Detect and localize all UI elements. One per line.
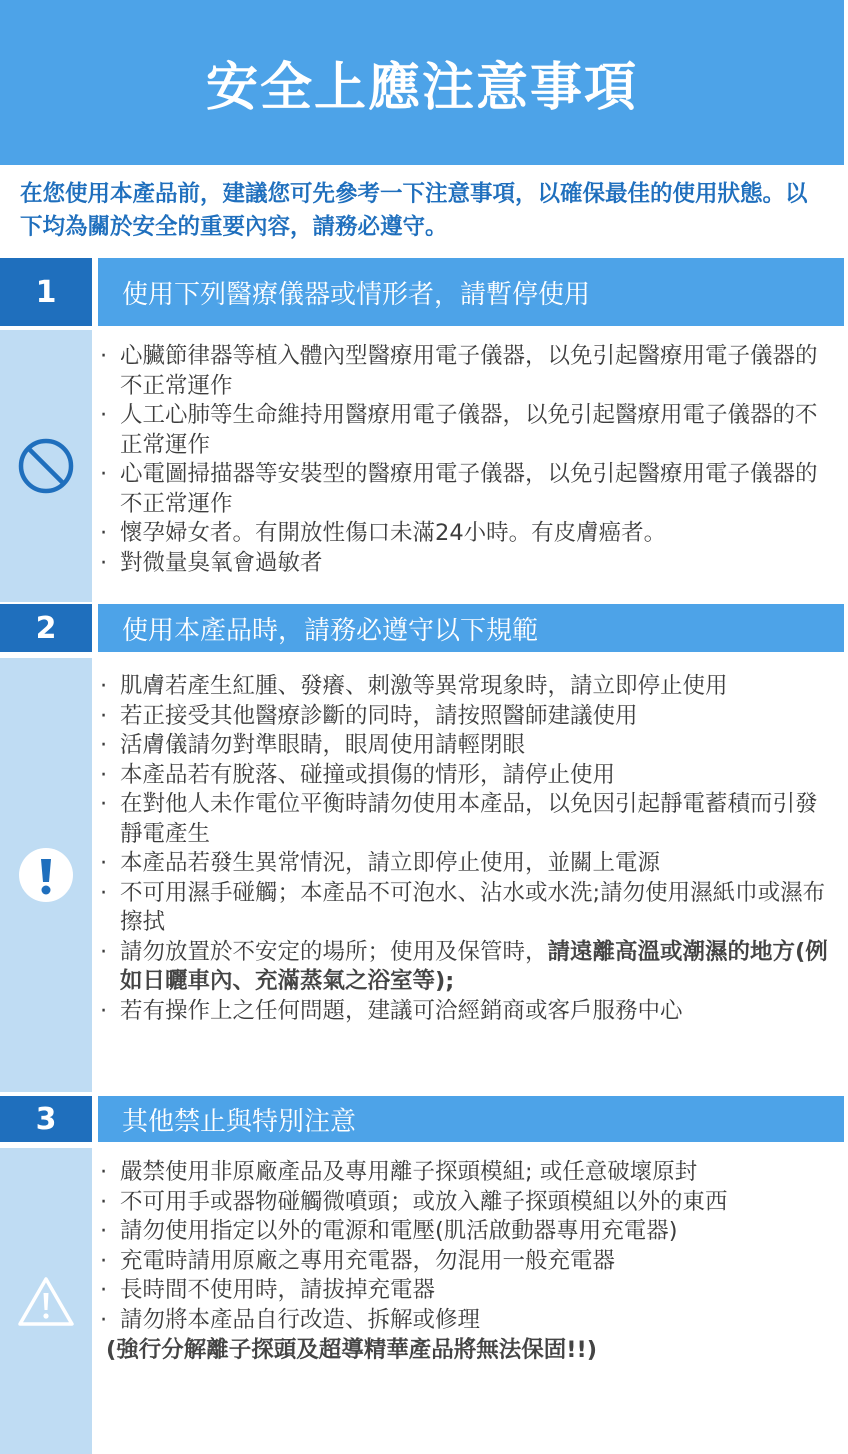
section-number: 2 — [0, 604, 92, 652]
list-item: · 心臟節律器等植入體內型醫療用電子儀器，以免引起醫療用電子儀器的不正常運作 — [100, 342, 838, 401]
section-title: 使用本產品時，請務必遵守以下規範 — [98, 604, 844, 652]
item-text: 請勿放置於不安定的場所；使用及保管時， — [120, 938, 548, 965]
list-item: · 若正接受其他醫療診斷的同時，請按照醫師建議使用 — [100, 702, 838, 732]
list-item: · 嚴禁使用非原廠產品及專用離子探頭模組; 或任意破壞原封 — [100, 1158, 838, 1188]
list-item: · 心電圖掃描器等安裝型的醫療用電子儀器，以免引起醫療用電子儀器的不正常運作 — [100, 460, 838, 519]
section-title: 使用下列醫療儀器或情形者，請暫停使用 — [98, 258, 844, 326]
list-item — [100, 938, 838, 997]
page-header — [0, 0, 844, 165]
list-item: · 充電時請用原廠之專用充電器，勿混用一般充電器 — [100, 1247, 838, 1277]
list-item: · 長時間不使用時，請拔掉充電器 — [100, 1276, 838, 1306]
list-item: · 在對他人未作電位平衡時請勿使用本產品，以免因引起靜電蓄積而引發靜電產生 — [100, 790, 838, 849]
list-item: · 人工心肺等生命維持用醫療用電子儀器，以免引起醫療用電子儀器的不正常運作 — [100, 401, 838, 460]
list-item: · 本產品若有脫落、碰撞或損傷的情形，請停止使用 — [100, 761, 838, 791]
list-item: · 不可用手或器物碰觸微噴頭；或放入離子探頭模組以外的東西 — [100, 1188, 838, 1218]
list-item: · 請勿將本產品自行改造、拆解或修理 — [100, 1306, 838, 1336]
section-2-body — [0, 658, 848, 1092]
warning-triangle-icon — [17, 1275, 75, 1327]
section-1-header — [0, 258, 848, 326]
section-number: 3 — [0, 1096, 92, 1142]
exclamation-icon — [18, 847, 74, 903]
section-number: 1 — [0, 258, 92, 326]
section-title: 其他禁止與特別注意 — [98, 1096, 844, 1142]
list-item: · 活膚儀請勿對準眼睛，眼周使用請輕閉眼 — [100, 731, 838, 761]
list-item: · 懷孕婦女者。有開放性傷口未滿24小時。有皮膚癌者。 — [100, 519, 838, 549]
list-item: · 肌膚若產生紅腫、發癢、刺激等異常現象時，請立即停止使用 — [100, 672, 838, 702]
item-emphasis: 請遠離高溫或潮濕的地方(例如日曬車內、充滿蒸氣之浴室等); — [120, 938, 828, 994]
section-2-header — [0, 604, 848, 652]
section-1-body — [0, 330, 848, 602]
section-3-header — [0, 1096, 848, 1142]
warranty-note: (強行分解離子探頭及超導精華產品將無法保固!!) — [106, 1337, 598, 1363]
page-title: 安全上應注意事項 — [205, 58, 638, 118]
list-item: · 若有操作上之任何問題，建議可洽經銷商或客戶服務中心 — [100, 997, 838, 1027]
list-item: · 不可用濕手碰觸；本產品不可泡水、沾水或水洗;請勿使用濕紙巾或濕布擦拭 — [100, 879, 838, 938]
list-item: · 對微量臭氧會過敏者 — [100, 549, 838, 579]
section-3-body — [0, 1148, 848, 1454]
list-item: · 請勿使用指定以外的電源和電壓(肌活啟動器專用充電器) — [100, 1217, 838, 1247]
list-item: · 本產品若發生異常情況，請立即停止使用，並關上電源 — [100, 849, 838, 879]
intro-text: 在您使用本產品前，建議您可先參考一下注意事項，以確保最佳的使用狀態。以下均為關於安全的重要內容，請務必遵守。 — [20, 181, 808, 240]
prohibition-icon — [17, 437, 75, 495]
